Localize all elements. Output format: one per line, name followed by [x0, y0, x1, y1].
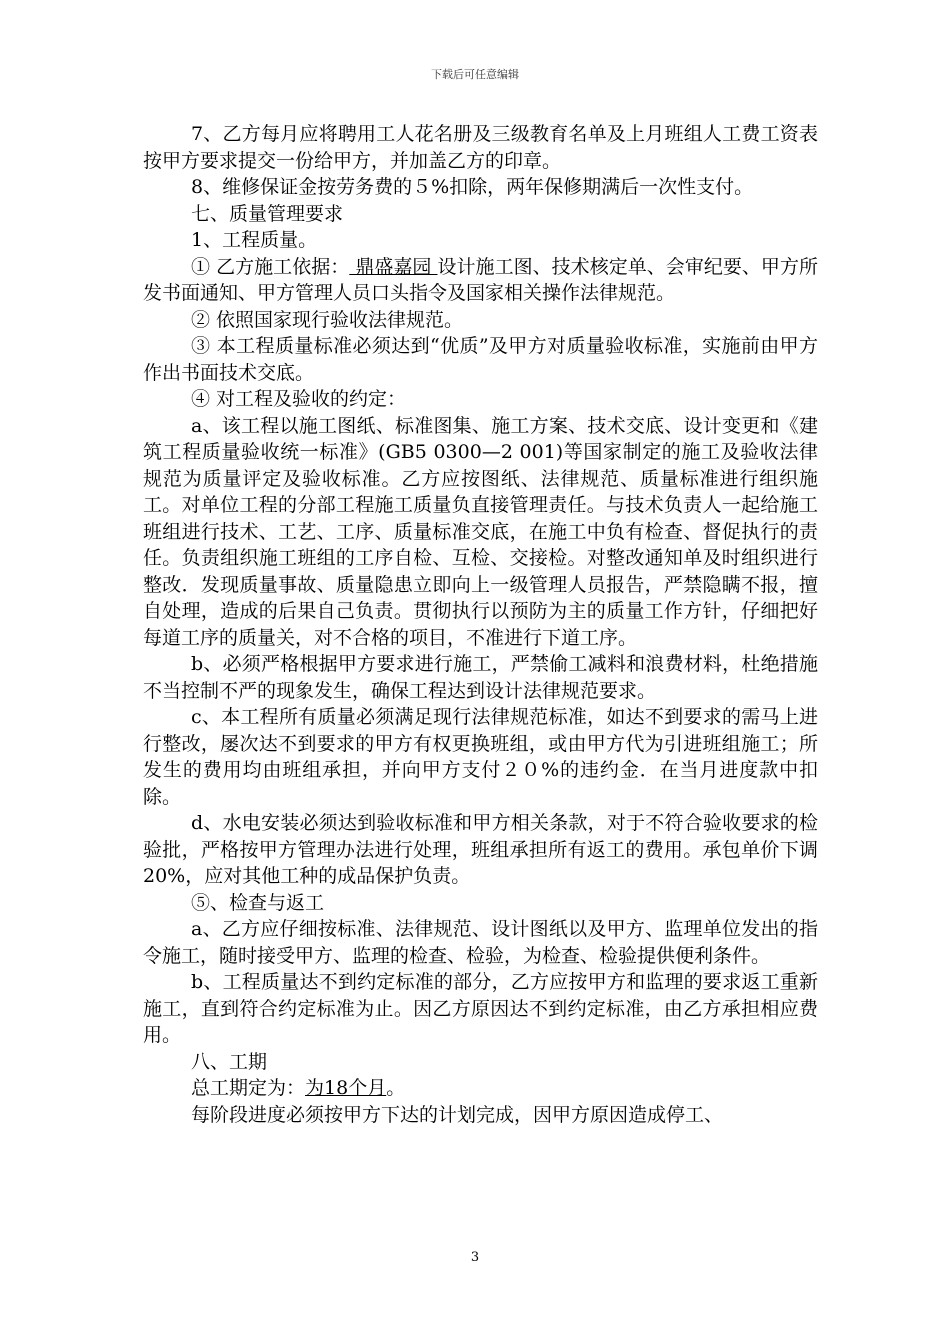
document-body	[143, 121, 818, 1128]
page-number: 3	[470, 1250, 480, 1265]
total-duration-end: 。	[386, 1077, 406, 1099]
total-duration-lead: 总工期定为：	[191, 1077, 306, 1099]
item-c-rectification: c、本工程所有质量必须满足现行法律规范标准，如达不到要求的需马上进行整改，屡次达不到要求的甲方有权更换班组，或由甲方代为引进班组施工；所发生的费用均由班组承担，并向甲方支付２０%的违约金．在当月进度款中扣除。	[143, 706, 818, 808]
paragraph-item-8: 8、维修保证金按劳务费的５%扣除，两年保修期满后一次性支付。	[191, 176, 754, 198]
total-duration-value: 为18个月	[305, 1077, 387, 1099]
clause-construction-basis-lead: ① 乙方施工依据：	[191, 255, 350, 278]
clause-construction-basis	[143, 254, 818, 307]
total-duration	[143, 1075, 818, 1102]
item-d-installation: d、水电安装必须达到验收标准和甲方相关条款，对于不符合验收要求的检验批，严格按甲方管理办法进行处理，班组承担所有返工的费用。承包单价下调20%，应对其他工种的成品保护负责。	[143, 812, 818, 887]
section-heading-schedule: 八、工期	[191, 1050, 268, 1073]
subsection-heading-engineering-quality: 1、工程质量。	[191, 229, 318, 251]
item-a-inspection: a、乙方应仔细按标准、法律规范、设计图纸以及甲方、监理单位发出的指令施工，随时接受甲方、监理的检查、检验，为检查、检验提供便利条件。	[143, 918, 818, 967]
clause-inspection-rework: ⑤、检查与返工	[191, 891, 325, 914]
item-b-requirements: b、必须严格根据甲方要求进行施工，严禁偷工减料和浪费材料，杜绝措施不当控制不严的现象发生，确保工程达到设计法律规范要求。	[143, 653, 818, 702]
item-b-rework: b、工程质量达不到约定标准的部分，乙方应按甲方和监理的要求返工重新施工，直到符合约定标准为止。因乙方原因达不到约定标准，由乙方承担相应费用。	[143, 971, 818, 1046]
clause-quality-standard: ③ 本工程质量标准必须达到“优质”及甲方对质量验收标准，实施前由甲方作出书面技术交底。	[143, 335, 818, 384]
schedule-paragraph: 每阶段进度必须按甲方下达的计划完成，因甲方原因造成停工、	[191, 1103, 724, 1126]
clause-acceptance-agreement: ④ 对工程及验收的约定：	[191, 388, 407, 410]
header-note: 下载后可任意编辑	[431, 68, 519, 81]
clause-acceptance-norms: ② 依照国家现行验收法律规范。	[191, 308, 464, 331]
item-a-standards: a、该工程以施工图纸、标准图集、施工方案、技术交底、设计变更和《建筑工程质量验收统一标准》(GB5 0300—2 001)等国家制定的施工及验收法律规范为质量评定及验收标准。乙方应按图纸、法律规范、质量标准进行组织施工。对单位工程的分部工程施工质量负直接管理责任。与技术负责人一起给施工班组进行技术、工艺、工序、质量标准交底，在施工中负有检查、督促执行的责任。负责组织施工班组的工序自检、互检、交接检。对整改通知单及时组织进行整改．发现质量事故、质量隐患立即向上一级管理人员报告，严禁隐瞒不报，擅自处理，造成的后果自己负责。贯彻执行以预防为主的质量工作方针，仔细把好每道工序的质量关，对不合格的项目，不准进行下道工序。	[143, 414, 818, 649]
paragraph-item-7: 7、乙方每月应将聘用工人花名册及三级教育名单及上月班组人工费工资表按甲方要求提交一份给甲方，并加盖乙方的印章。	[143, 123, 818, 172]
project-name-underlined: 鼎盛嘉园	[349, 255, 438, 278]
section-heading-quality: 七、质量管理要求	[191, 202, 344, 225]
clause-construction-basis-rest: 设计施工图、技术核定单、会审纪要、甲方所发书面通知、甲方管理人员口头指令及国家相关操作法律规范。	[143, 255, 818, 304]
